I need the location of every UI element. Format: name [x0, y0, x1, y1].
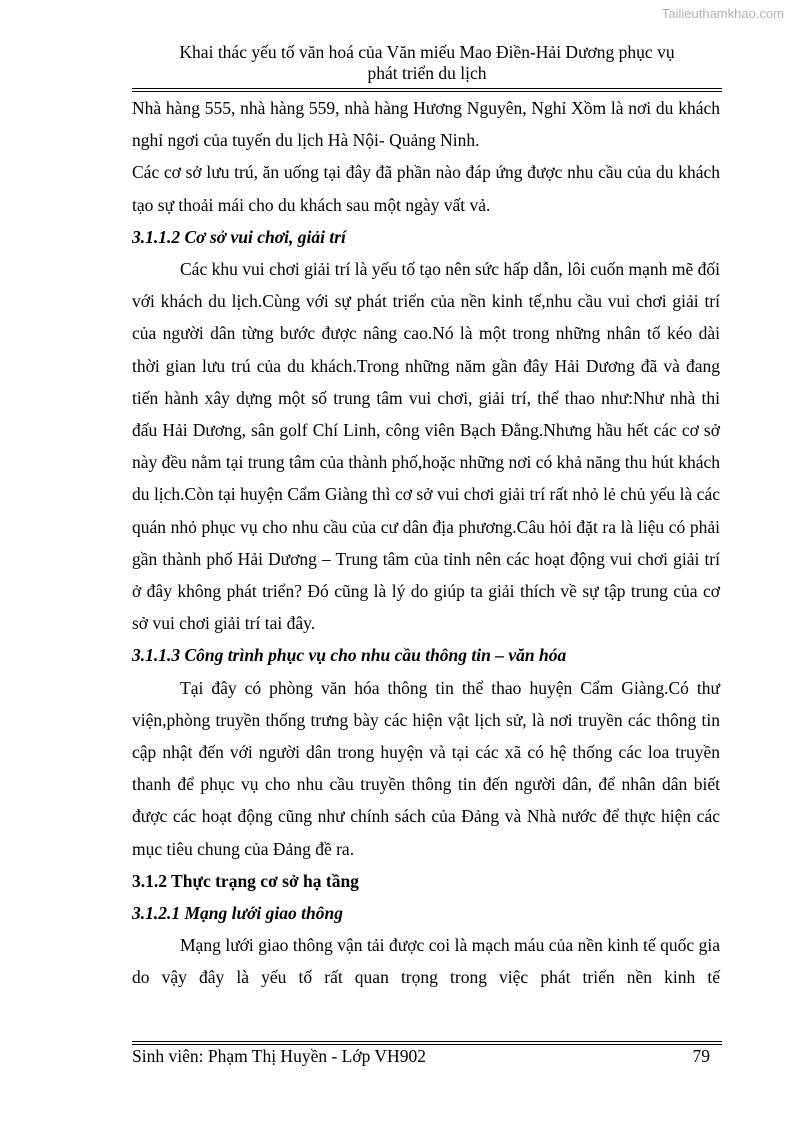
footer-author: Sinh viên: Phạm Thị Huyền - Lớp VH902 [132, 1046, 426, 1066]
section-heading-transport: 3.1.2.1 Mạng lưới giao thông [132, 903, 343, 924]
paragraph-entertainment: Các khu vui chơi giải trí là yếu tố tạo nên sức hấp dẫn, lôi cuốn mạnh mẽ đối với khách du lịch.Cùng với sự phát triển của nền kinh tế,nhu cầu vui chơi giải trí của người dân từng bước được nâng cao.Nó là một trong những nhân tố kéo dài thời gian lưu trú của du khách.Trong những năm gần đây Hải Dương đã và đang tiến hành xây dựng một số trung tâm vui chơi, giải trí, thể thao như:Như nhà thi đấu Hải Dương, sân golf Chí Linh, công viên Bạch Đằng.Nhưng hầu hết các cơ sở này đều nằm tại trung tâm của thành phố,hoặc những nơi có khả năng thu hút khách du lịch.Còn tại huyện Cẩm Giàng thì cơ sở vui chơi giải trí rất nhỏ lẻ chủ yếu là các quán nhỏ phục vụ cho nhu cầu của cư dân địa phương.Câu hỏi đặt ra là liệu có phải gần thành phố Hải Dương – Trung tâm của tỉnh nên các hoạt động vui chơi giải trí ở đây không phát triển? Đó cũng là lý do giúp ta giải thích về sự tập trung của cơ sở vui chơi giải trí tai đây. [132, 259, 720, 634]
running-header [132, 42, 722, 84]
page-number: 79 [692, 1046, 710, 1066]
page-footer [132, 1044, 710, 1068]
paragraph-information-culture: Tại đây có phòng văn hóa thông tin thể thao huyện Cẩm Giàng.Có thư viện,phòng truyền thống trưng bày các hiện vật lịch sử, là nơi truyền các thông tin cập nhật đến với người dân trong huyện và tại các xã có hệ thống các loa truyền thanh để phục vụ cho nhu cầu truyền thông tin đến người dân, để nhân dân biết được các hoạt động cũng như chính sách của Đảng và Nhà nước để thực hiện các mục tiêu chung của Đảng đề ra. [132, 677, 720, 859]
watermark-text: Tailieuthamkhao.com [661, 6, 784, 21]
page-body [132, 92, 720, 994]
paragraph-accommodation: Các cơ sở lưu trú, ăn uống tại đây đã phần nào đáp ứng được nhu cầu của du khách tạo sự thoải mái cho du khách sau một ngày vất vả. [132, 162, 720, 215]
paragraph-restaurants: Nhà hàng 555, nhà hàng 559, nhà hàng Hương Nguyên, Nghỉ Xồm là nơi du khách nghỉ ngơi của tuyến du lịch Hà Nội- Quảng Ninh. [132, 98, 720, 151]
header-line-2: phát triển du lịch [367, 63, 487, 83]
section-heading-information-culture: 3.1.1.3 Công trình phục vụ cho nhu cầu thông tin – văn hóa [132, 645, 567, 666]
section-heading-infrastructure: 3.1.2 Thực trạng cơ sở hạ tầng [132, 870, 359, 891]
header-line-1: Khai thác yếu tố văn hoá của Văn miếu Mao Điền-Hải Dương phục vụ [179, 42, 675, 62]
section-heading-entertainment: 3.1.1.2 Cơ sở vui chơi, giải trí [132, 226, 346, 247]
paragraph-transport: Mạng lưới giao thông vận tải được coi là mạch máu của nền kinh tế quốc gia do vậy đây là yếu tố rất quan trọng trong việc phát triển nền kinh tế [132, 935, 720, 988]
